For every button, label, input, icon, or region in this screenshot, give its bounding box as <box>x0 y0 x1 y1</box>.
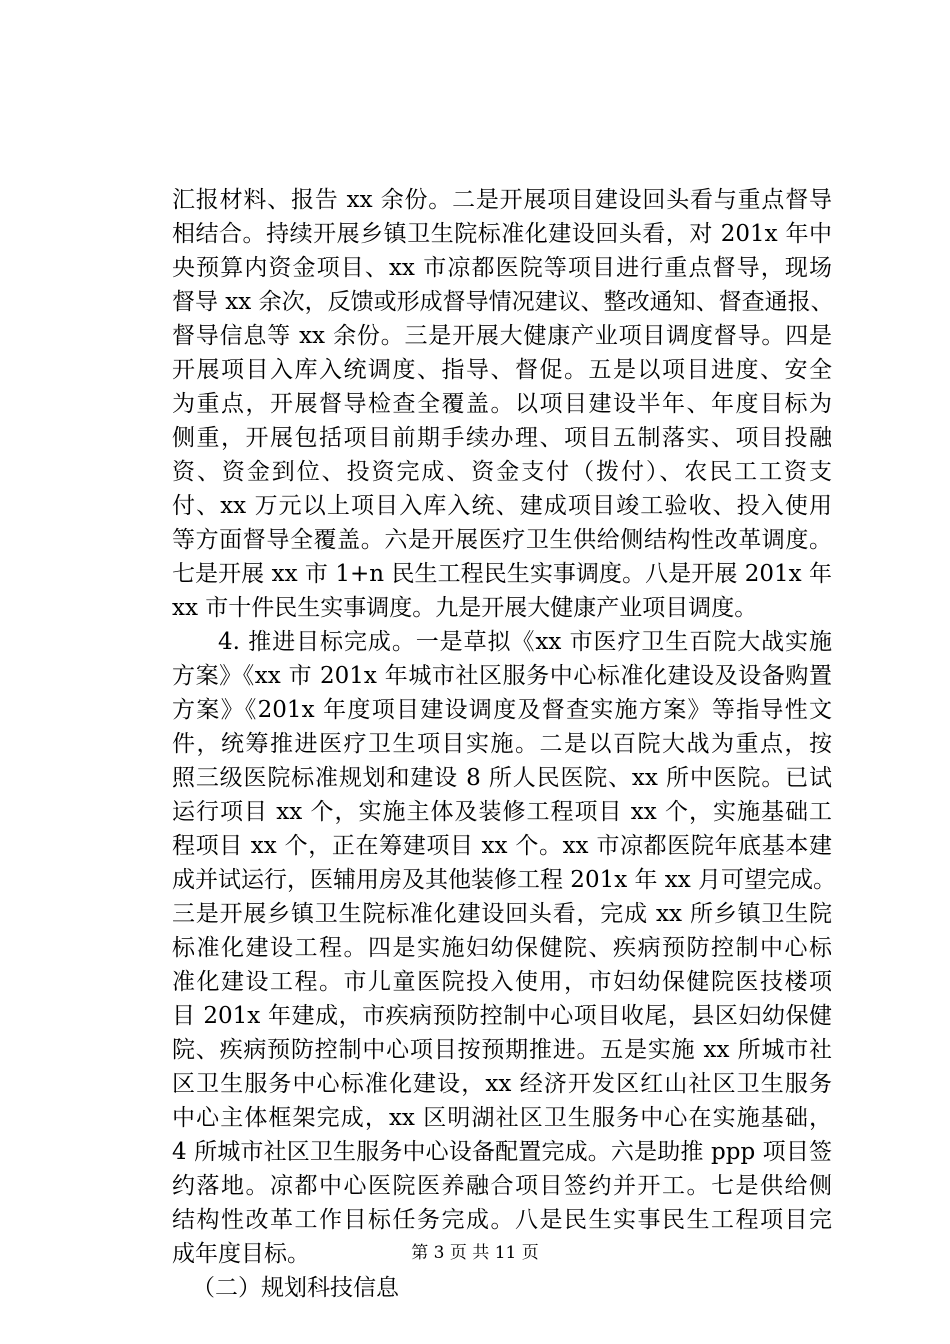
text-line: 资、资金到位、投资完成、资金支付（拨付）、农民工工资支 <box>172 459 832 485</box>
text-line: 件，统筹推进医疗卫生项目实施。二是以百院大战为重点，按 <box>172 731 832 757</box>
text-line: 成并试运行，医辅用房及其他装修工程 201x 年 xx 月可望完成。 <box>172 867 837 893</box>
text-line: 运行项目 xx 个，实施主体及装修工程项目 xx 个，实施基础工 <box>172 799 832 825</box>
text-line: 付、xx 万元以上项目入库入统、建成项目竣工验收、投入使用 <box>172 493 832 519</box>
text-line: 目 201x 年建成，市疾病预防控制中心项目收尾，县区妇幼保健 <box>172 1003 832 1029</box>
text-line: 4 所城市社区卫生服务中心设备配置完成。六是助推 ppp 项目签 <box>172 1139 832 1165</box>
section-heading: （二）规划科技信息 <box>192 1275 399 1301</box>
text-line: 4. 推进目标完成。一是草拟《xx 市医疗卫生百院大战实施 <box>218 629 832 655</box>
text-line: 督导信息等 xx 余份。三是开展大健康产业项目调度督导。四是 <box>172 323 832 349</box>
text-line: 相结合。持续开展乡镇卫生院标准化建设回头看，对 201x 年中 <box>172 221 832 247</box>
paragraph-2 <box>172 625 837 1271</box>
text-line: xx 市十件民生实事调度。九是开展大健康产业项目调度。 <box>172 595 758 621</box>
text-line: 程项目 xx 个，正在筹建项目 xx 个。xx 市凉都医院年底基本建 <box>172 833 832 859</box>
text-line: 约落地。凉都中心医院医养融合项目签约并开工。七是供给侧 <box>172 1173 832 1199</box>
text-line: 成年度目标。 <box>172 1241 310 1267</box>
text-line: 三是开展乡镇卫生院标准化建设回头看，完成 xx 所乡镇卫生院 <box>172 901 832 927</box>
text-line: 为重点，开展督导检查全覆盖。以项目建设半年、年度目标为 <box>172 391 832 417</box>
text-line: 准化建设工程。市儿童医院投入使用，市妇幼保健院医技楼项 <box>172 969 832 995</box>
text-line: 央预算内资金项目、xx 市凉都医院等项目进行重点督导，现场 <box>172 255 832 281</box>
text-line: 方案》《201x 年度项目建设调度及督查实施方案》等指导性文 <box>172 697 832 723</box>
text-line: 汇报材料、报告 xx 余份。二是开展项目建设回头看与重点督导 <box>172 187 832 213</box>
text-line: 院、疾病预防控制中心项目按预期推进。五是实施 xx 所城市社 <box>172 1037 832 1063</box>
text-line: 开展项目入库入统调度、指导、督促。五是以项目进度、安全 <box>172 357 832 383</box>
paragraph-1 <box>172 183 832 625</box>
text-line: 中心主体框架完成，xx 区明湖社区卫生服务中心在实施基础， <box>172 1105 832 1131</box>
text-line: 结构性改革工作目标任务完成。八是民生实事民生工程项目完 <box>172 1207 832 1233</box>
page-footer: 第 3 页 共 11 页 <box>411 1243 539 1263</box>
text-line: 方案》《xx 市 201x 年城市社区服务中心标准化建设及设备购置 <box>172 663 832 689</box>
text-line: 督导 xx 余次，反馈或形成督导情况建议、整改通知、督查通报、 <box>172 289 834 315</box>
body-text <box>172 183 837 1305</box>
text-line: 区卫生服务中心标准化建设，xx 经济开发区红山社区卫生服务 <box>172 1071 832 1097</box>
text-line: 七是开展 xx 市 1+n 民生工程民生实事调度。八是开展 201x 年 <box>172 561 832 587</box>
text-line: 侧重，开展包括项目前期手续办理、项目五制落实、项目投融 <box>172 425 832 451</box>
text-line: 标准化建设工程。四是实施妇幼保健院、疾病预防控制中心标 <box>172 935 832 961</box>
text-line: 等方面督导全覆盖。六是开展医疗卫生供给侧结构性改革调度。 <box>172 527 832 553</box>
text-line: 照三级医院标准规划和建设 8 所人民医院、xx 所中医院。已试 <box>172 765 832 791</box>
